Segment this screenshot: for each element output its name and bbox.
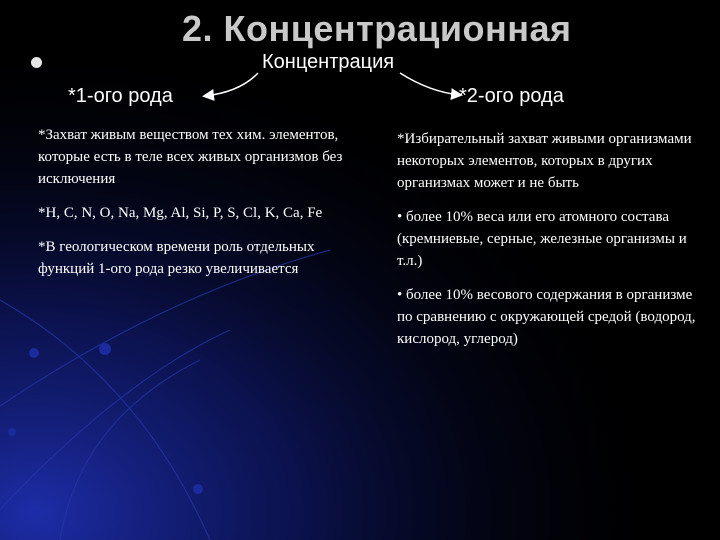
right-column (397, 128, 707, 362)
concentration-label: Концентрация (262, 51, 395, 73)
right-item: *Избирательный захват живыми организмами некоторых элементов, которых в других организмах может и не быть (397, 131, 692, 191)
right-item: • более 10% весового содержания в организме по сравнению с окружающей средой (водород, кислород, углерод) (397, 287, 696, 347)
left-item: *H, C, N, O, Na, Mg, Al, Si, P, S, Cl, K, Ca, Fe (38, 205, 323, 221)
first-kind-heading: *1-ого рода (68, 85, 173, 107)
left-column (38, 124, 358, 292)
second-kind-heading: *2-ого рода (459, 85, 564, 107)
arrow-right (400, 73, 460, 95)
arrow-left (205, 73, 258, 96)
slide-title: 2. Концентрационная (182, 8, 572, 49)
left-item: *В геологическом времени роль отдельных функций 1-ого рода резко увеличивается (38, 239, 315, 277)
left-item: *Захват живым веществом тех хим. элементов, которые есть в теле всех живых организмов без исключения (38, 127, 343, 187)
right-item: • более 10% веса или его атомного состава (кремниевые, серные, железные организмы и т.л.) (397, 209, 687, 269)
